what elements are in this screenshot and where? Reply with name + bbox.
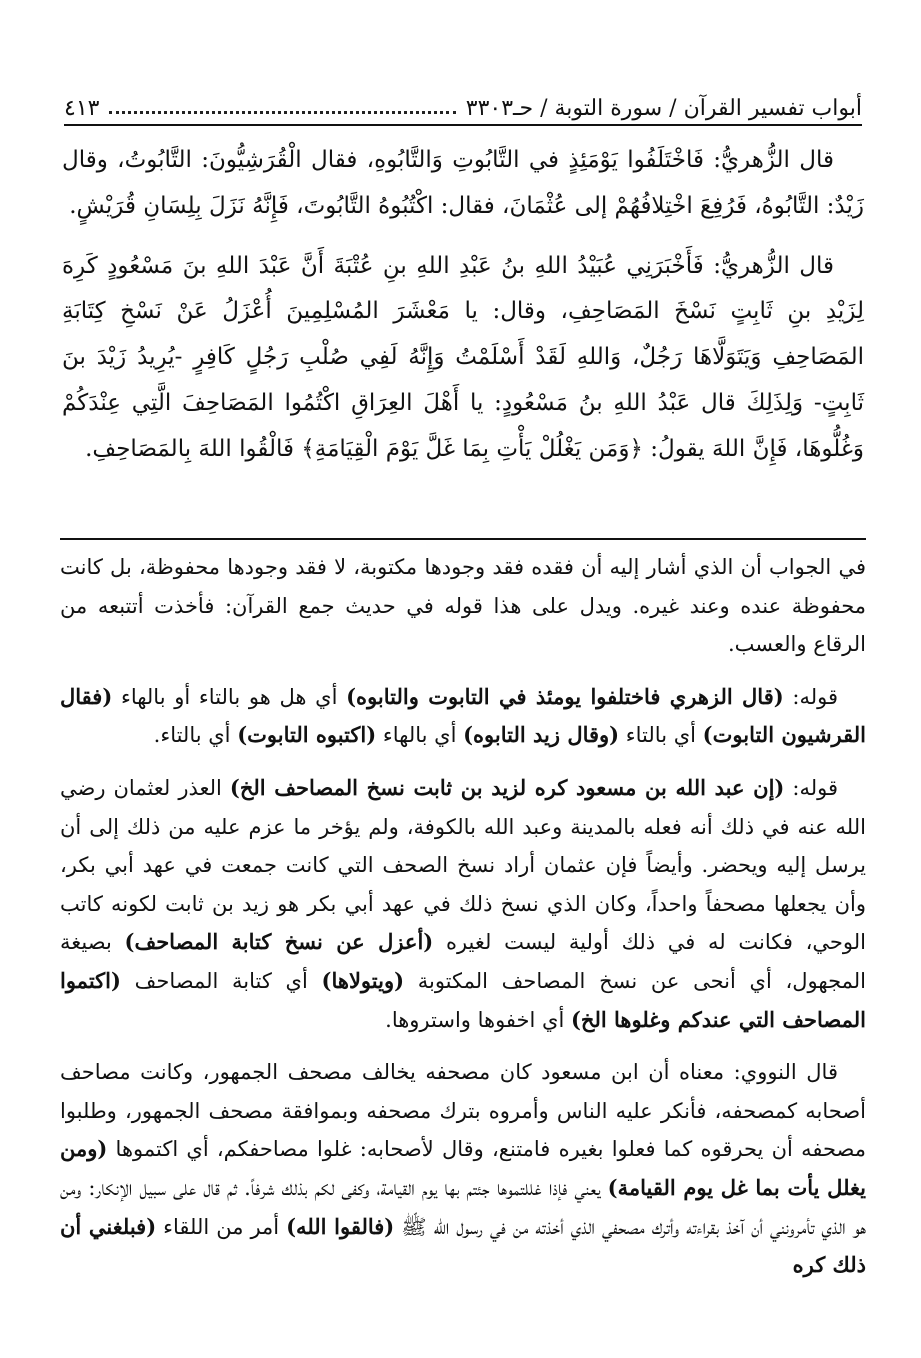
running-header [64,84,862,120]
page-number: ٤١٣ [64,96,100,121]
commentary-paragraph-4: قال النووي: معناه أن ابن مسعود كان مصحفه يخالف مصحف الجمهور، وكانت مصاحف أصحابه كمصحفه، فأنكر عليه الناس وأمروه بترك مصحفه وبموافقة مصحف الجمهور، وطلبوا مصحفه أن يحرقوه كما فعلوا بغيره فامتنع، وقال لأصحابه: غلوا مصاحفكم، أي اكتموها (ومن يغلل يأت بما غل يوم القيامة) يعني فإذا غللتموها جئتم بها يوم القيامة، وكفى لكم بذلك شرفاً. ثم قال على سبيل الإنكار: ومن هو الذي تأمرونني أن آخذ بقراءته وأترك مصحفي الذي أخذته من في رسول الله ﷺ (فالقوا الله) أمر من اللقاء (فبلغني أن ذلك كره [60,1060,866,1278]
header-divider [64,124,862,126]
commentary-divider [60,538,866,540]
quoted-phrase: (اكتموا المصاحف التي عندكم وغلوها الخ) [60,967,866,1032]
quoted-phrase: (فبلغني أن ذلك كره [60,1213,866,1278]
hadith-text [62,138,864,487]
hadith-paragraph-2: قال الزُّهريُّ: فَأَخْبَرَنِي عُبَيْدُ اللهِ بنُ عَبْدِ اللهِ بنِ عُتْبَةَ أَنَّ عَبْدَ اللهِ بنَ مَسْعُودٍ كَرِهَ لِزَيْدِ بنِ ثَابِتٍ نَسْخَ المَصَاحِفِ، وقال: يا مَعْشَرَ المُسْلِمِينَ أُعْزَلُ عَنْ نَسْخِ كِتَابَةِ المَصَاحِفِ وَيَتَوَلَّاهَا رَجُلٌ، وَاللهِ لَقَدْ أَسْلَمْتُ وَإِنَّهُ لَفِي صُلْبِ رَجُلٍ كَافِرٍ -يُرِيدُ زَيْدَ بنَ ثَابِتٍ- وَلِذَلِكَ قال عَبْدُ اللهِ بنُ مَسْعُودٍ: يا أَهْلَ العِرَاقِ اكْتُمُوا المَصَاحِفَ الَّتِي عِنْدَكُمْ وَغُلُّوهَا، فَإِنَّ اللهَ يقولُ: ﴿وَمَن يَغْلُلْ يَأْتِ بِمَا غَلَّ يَوْمَ الْقِيَامَةِ﴾ فَالْقُوا اللهَ بِالمَصَاحِفِ. [62,252,864,462]
commentary-paragraph-2: قوله: (قال الزهري فاختلفوا يومئذ في التابوت والتابوه) أي هل هو بالتاء أو بالهاء (فقال القرشيون التابوت) أي بالتاء (وقال زيد التابوه) أي بالهاء (اكتبوه التابوت) أي بالتاء. [60,683,866,748]
quoted-phrase: (إن عبد الله بن مسعود كره لزيد بن ثابت نسخ المصاحف الخ) [229,774,785,800]
quoted-phrase: (اكتبوه التابوت) [237,722,377,748]
header-dot-leader [109,111,455,114]
quoted-phrase: (ومن يغلل يأت بما غل يوم القيامة) [60,1136,866,1200]
quoted-phrase: (قال الزهري فاختلفوا يومئذ في التابوت والتابوه) [346,683,784,709]
header-title: أبواب تفسير القرآن / سورة التوبة / حـ٣٣٠٣ [465,96,862,121]
quoted-phrase: (فالقوا الله) [286,1213,395,1239]
commentary-paragraph-1: في الجواب أن الذي أشار إليه أن فقده فقد وجودها مكتوبة، لا فقد وجودها محفوظة، بل كانت محفوظة عنده وعند غيره. ويدل على هذا قوله في حديث جمع القرآن: فأخذت أتتبعه من الرقاع والعسب. [60,555,866,657]
commentary-paragraph-3: قوله: (إن عبد الله بن مسعود كره لزيد بن ثابت نسخ المصاحف الخ) العذر لعثمان رضي الله عنه في ذلك أنه فعله بالمدينة وعبد الله بالكوفة، ولم يؤخر ما عزم عليه من ذلك إلى أن يرسل إليه ويحضر. وأيضاً فإن عثمان أراد نسخ الصحف التي كانت جمعت في عهد أبي بكر، وأن يجعلها مصحفاً واحداً، وكان الذي نسخ ذلك في عهد أبي بكر هو زيد بن ثابت لكونه كاتب الوحي، فكانت له في ذلك أولية ليست لغيره (أعزل عن نسخ كتابة المصاحف) بصيغة المجهول، أي أنحى عن نسخ المصاحف المكتوبة (ويتولاها) أي كتابة المصاحف (اكتموا المصاحف التي عندكم وغلوها الخ) أي اخفوها واستروها. [60,774,867,1032]
quoted-phrase: (ويتولاها) [321,967,405,993]
quoted-phrase: (وقال زيد التابوه) [463,722,620,748]
commentary-section [60,548,866,1299]
quoted-phrase: (فقال القرشيون التابوت) [60,683,866,748]
quoted-phrase: (أعزل عن نسخ كتابة المصاحف) [124,929,434,955]
hadith-paragraph-1: قال الزُّهريُّ: فَاخْتَلَفُوا يَوْمَئِذٍ في التَّابُوتِ وَالتَّابُوهِ، فقال الْقُرَشِيُّونَ: التَّابُوتُ، وقال زَيْدٌ: التَّابُوهُ، فَرُفِعَ اخْتِلافُهُمْ إلى عُثْمَانَ، فقال: اكْتُبُوهُ التَّابُوتَ، فَإِنَّهُ نَزَلَ بِلِسَانِ قُرَيْشٍ. [62,147,864,219]
